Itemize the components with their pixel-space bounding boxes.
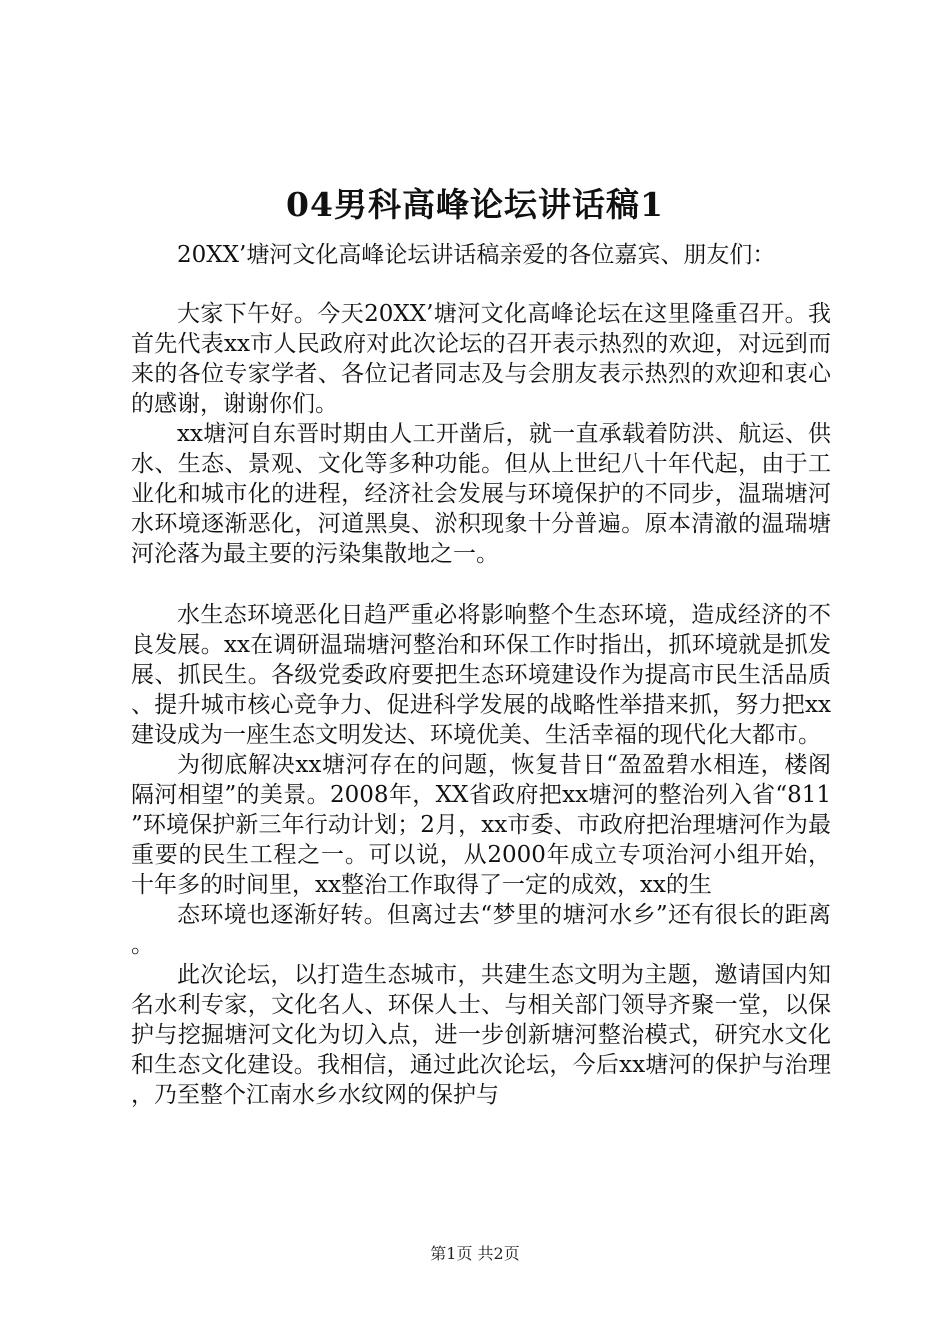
page-footer: 第1页 共2页 xyxy=(430,1244,520,1263)
document-title: 04男科高峰论坛讲话稿1 xyxy=(286,185,664,224)
body-paragraph: 态环境也逐渐好转。但离过去“梦里的塘河水乡”还有很长的距离。 xyxy=(131,902,831,958)
body-paragraph: 此次论坛，以打造生态城市，共建生态文明为主题，邀请国内知名水利专家，文化名人、环保人士、与相关部门领导齐聚一堂，以保护与挖掘塘河文化为切入点，进一步创新塘河整治模式，研究水文化和生态文化建设。我相信，通过此次论坛，今后xx塘河的保护与治理，乃至整个江南水乡水纹网的保护与 xyxy=(131,962,831,1108)
body-paragraph: 大家下午好。今天20XX’塘河文化高峰论坛在这里隆重召开。我首先代表xx市人民政府对此次论坛的召开表示热烈的欢迎，对远到而来的各位专家学者、各位记者同志及与会朋友表示热烈的欢迎和衷心的感谢，谢谢你们。 xyxy=(131,301,831,417)
body-paragraph: 水生态环境恶化日趋严重必将影响整个生态环境，造成经济的不良发展。xx在调研温瑞塘河整治和环保工作时指出，抓环境就是抓发展、抓民生。各级党委政府要把生态环境建设作为提高市民生活品质、提升城市核心竞争力、促进科学发展的战略性举措来抓，努力把xx建设成为一座生态文明发达、环境优美、生活幸福的现代化大都市。 xyxy=(131,602,831,748)
salutation-paragraph: 20XX’塘河文化高峰论坛讲话稿亲爱的各位嘉宾、朋友们： xyxy=(177,242,776,268)
body-paragraph: xx塘河自东晋时期由人工开凿后，就一直承载着防洪、航运、供水、生态、景观、文化等多种功能。但从上世纪八十年代起，由于工业化和城市化的进程，经济社会发展与环境保护的不同步，温瑞塘河水环境逐渐恶化，河道黑臭、淤积现象十分普遍。原本清澈的温瑞塘河沦落为最主要的污染集散地之一。 xyxy=(131,421,831,567)
document-body xyxy=(131,240,831,1110)
body-paragraph: 为彻底解决xx塘河存在的问题，恢复昔日“盈盈碧水相连，楼阁隔河相望”的美景。2008年，XX省政府把xx塘河的整治列入省“811”环境保护新三年行动计划；2月，xx市委、市政府把治理塘河作为最重要的民生工程之一。可以说，从2000年成立专项治河小组开始，十年多的时间里，xx整治工作取得了一定的成效，xx的生 xyxy=(131,752,831,898)
